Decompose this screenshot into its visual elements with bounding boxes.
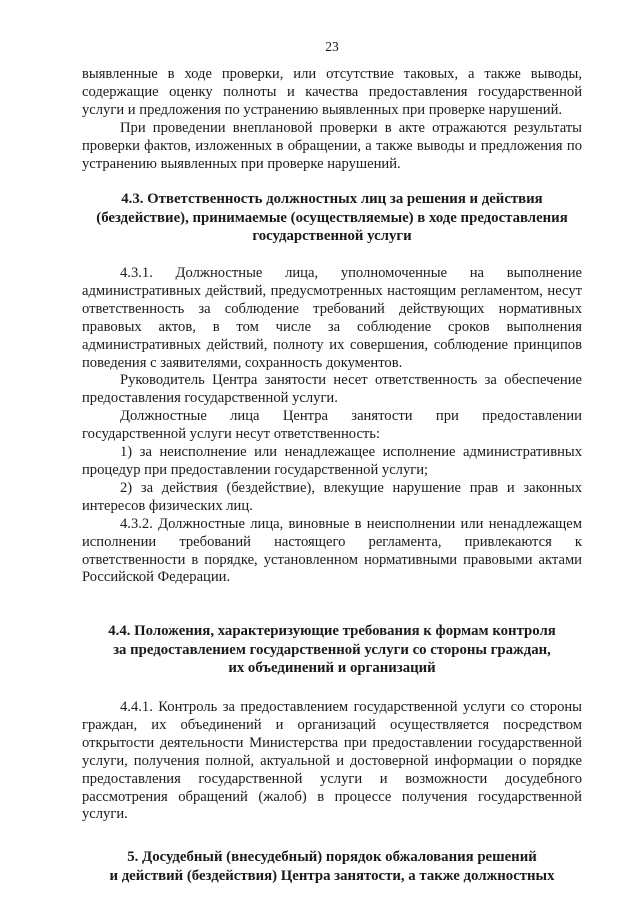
section-5-heading-line: и действий (бездействия) Центра занятости, а также должностных [109,867,555,884]
section-5-heading [82,848,582,884]
section-4-3-heading-line: (бездействие), принимаемые (осуществляемые) в ходе предоставления [96,209,568,226]
page-number: 23 [325,39,339,54]
section-4-3-paragraph: 4.3.1. Должностные лица, уполномоченные на выполнение административных действий, предусмотренных настоящим регламентом, несут ответственность за соблюдение требований действующих нормативных правовых актов, в том числе за соблюдение сроков выполнения административных действий, полноту их совершения, соблюдение принципов поведения с заявителями, сохранность документов. [82,265,582,371]
section-4-3-heading-line: государственной услуги [252,227,412,244]
intro-paragraph-1: выявленные в ходе проверки, или отсутствие таковых, а также выводы, содержащие оценку полноты и качества предоставления государственной услуги и предложения по устранению выявленных при проверке нарушений. [82,66,582,118]
section-4-4-heading-line: за предоставлением государственной услуги со стороны граждан, [113,641,551,658]
section-4-4-heading-line: их объединений и организаций [228,659,436,676]
section-4-3-paragraph: Руководитель Центра занятости несет ответственность за обеспечение предоставления государственной услуги. [82,372,582,407]
section-4-4-paragraph: 4.4.1. Контроль за предоставлением государственной услуги со стороны граждан, их объединений и организаций осуществляется посредством открытости деятельности Министерства при предоставлении государственной услуги, получения полной, актуальной и достоверной информации о порядке предоставления государственной услуги и возможности досудебного рассмотрения обращений (жалоб) в процессе получения государственной услуги. [82,698,582,823]
section-4-3-paragraph: 2) за действия (бездействие), влекущие нарушение прав и законных интересов физических лиц. [82,479,582,514]
section-4-4-heading [82,622,582,677]
section-4-4-heading-line: 4.4. Положения, характеризующие требования к формам контроля [108,623,556,640]
section-4-3-heading [82,190,582,245]
section-4-3-paragraph: 1) за неисполнение или ненадлежащее исполнение административных процедур при предоставлении государственной услуги; [82,444,582,479]
section-4-3-heading-line: 4.3. Ответственность должностных лиц за решения и действия [121,191,543,208]
section-4-3-paragraph: 4.3.2. Должностные лица, виновные в неисполнении или ненадлежащем исполнении требований настоящего регламента, привлекаются к ответственности в порядке, установленном нормативными правовыми актами Российской Федерации. [82,515,582,586]
intro-paragraph-2: При проведении внеплановой проверки в акте отражаются результаты проверки фактов, изложенных в обращении, а также выводы и предложения по устранению выявленных при проверке нарушений. [82,119,582,172]
section-4-3-paragraph: Должностные лица Центра занятости при предоставлении государственной услуги несут ответственность: [82,408,582,443]
section-5-heading-line: 5. Досудебный (внесудебный) порядок обжалования решений [127,849,537,866]
